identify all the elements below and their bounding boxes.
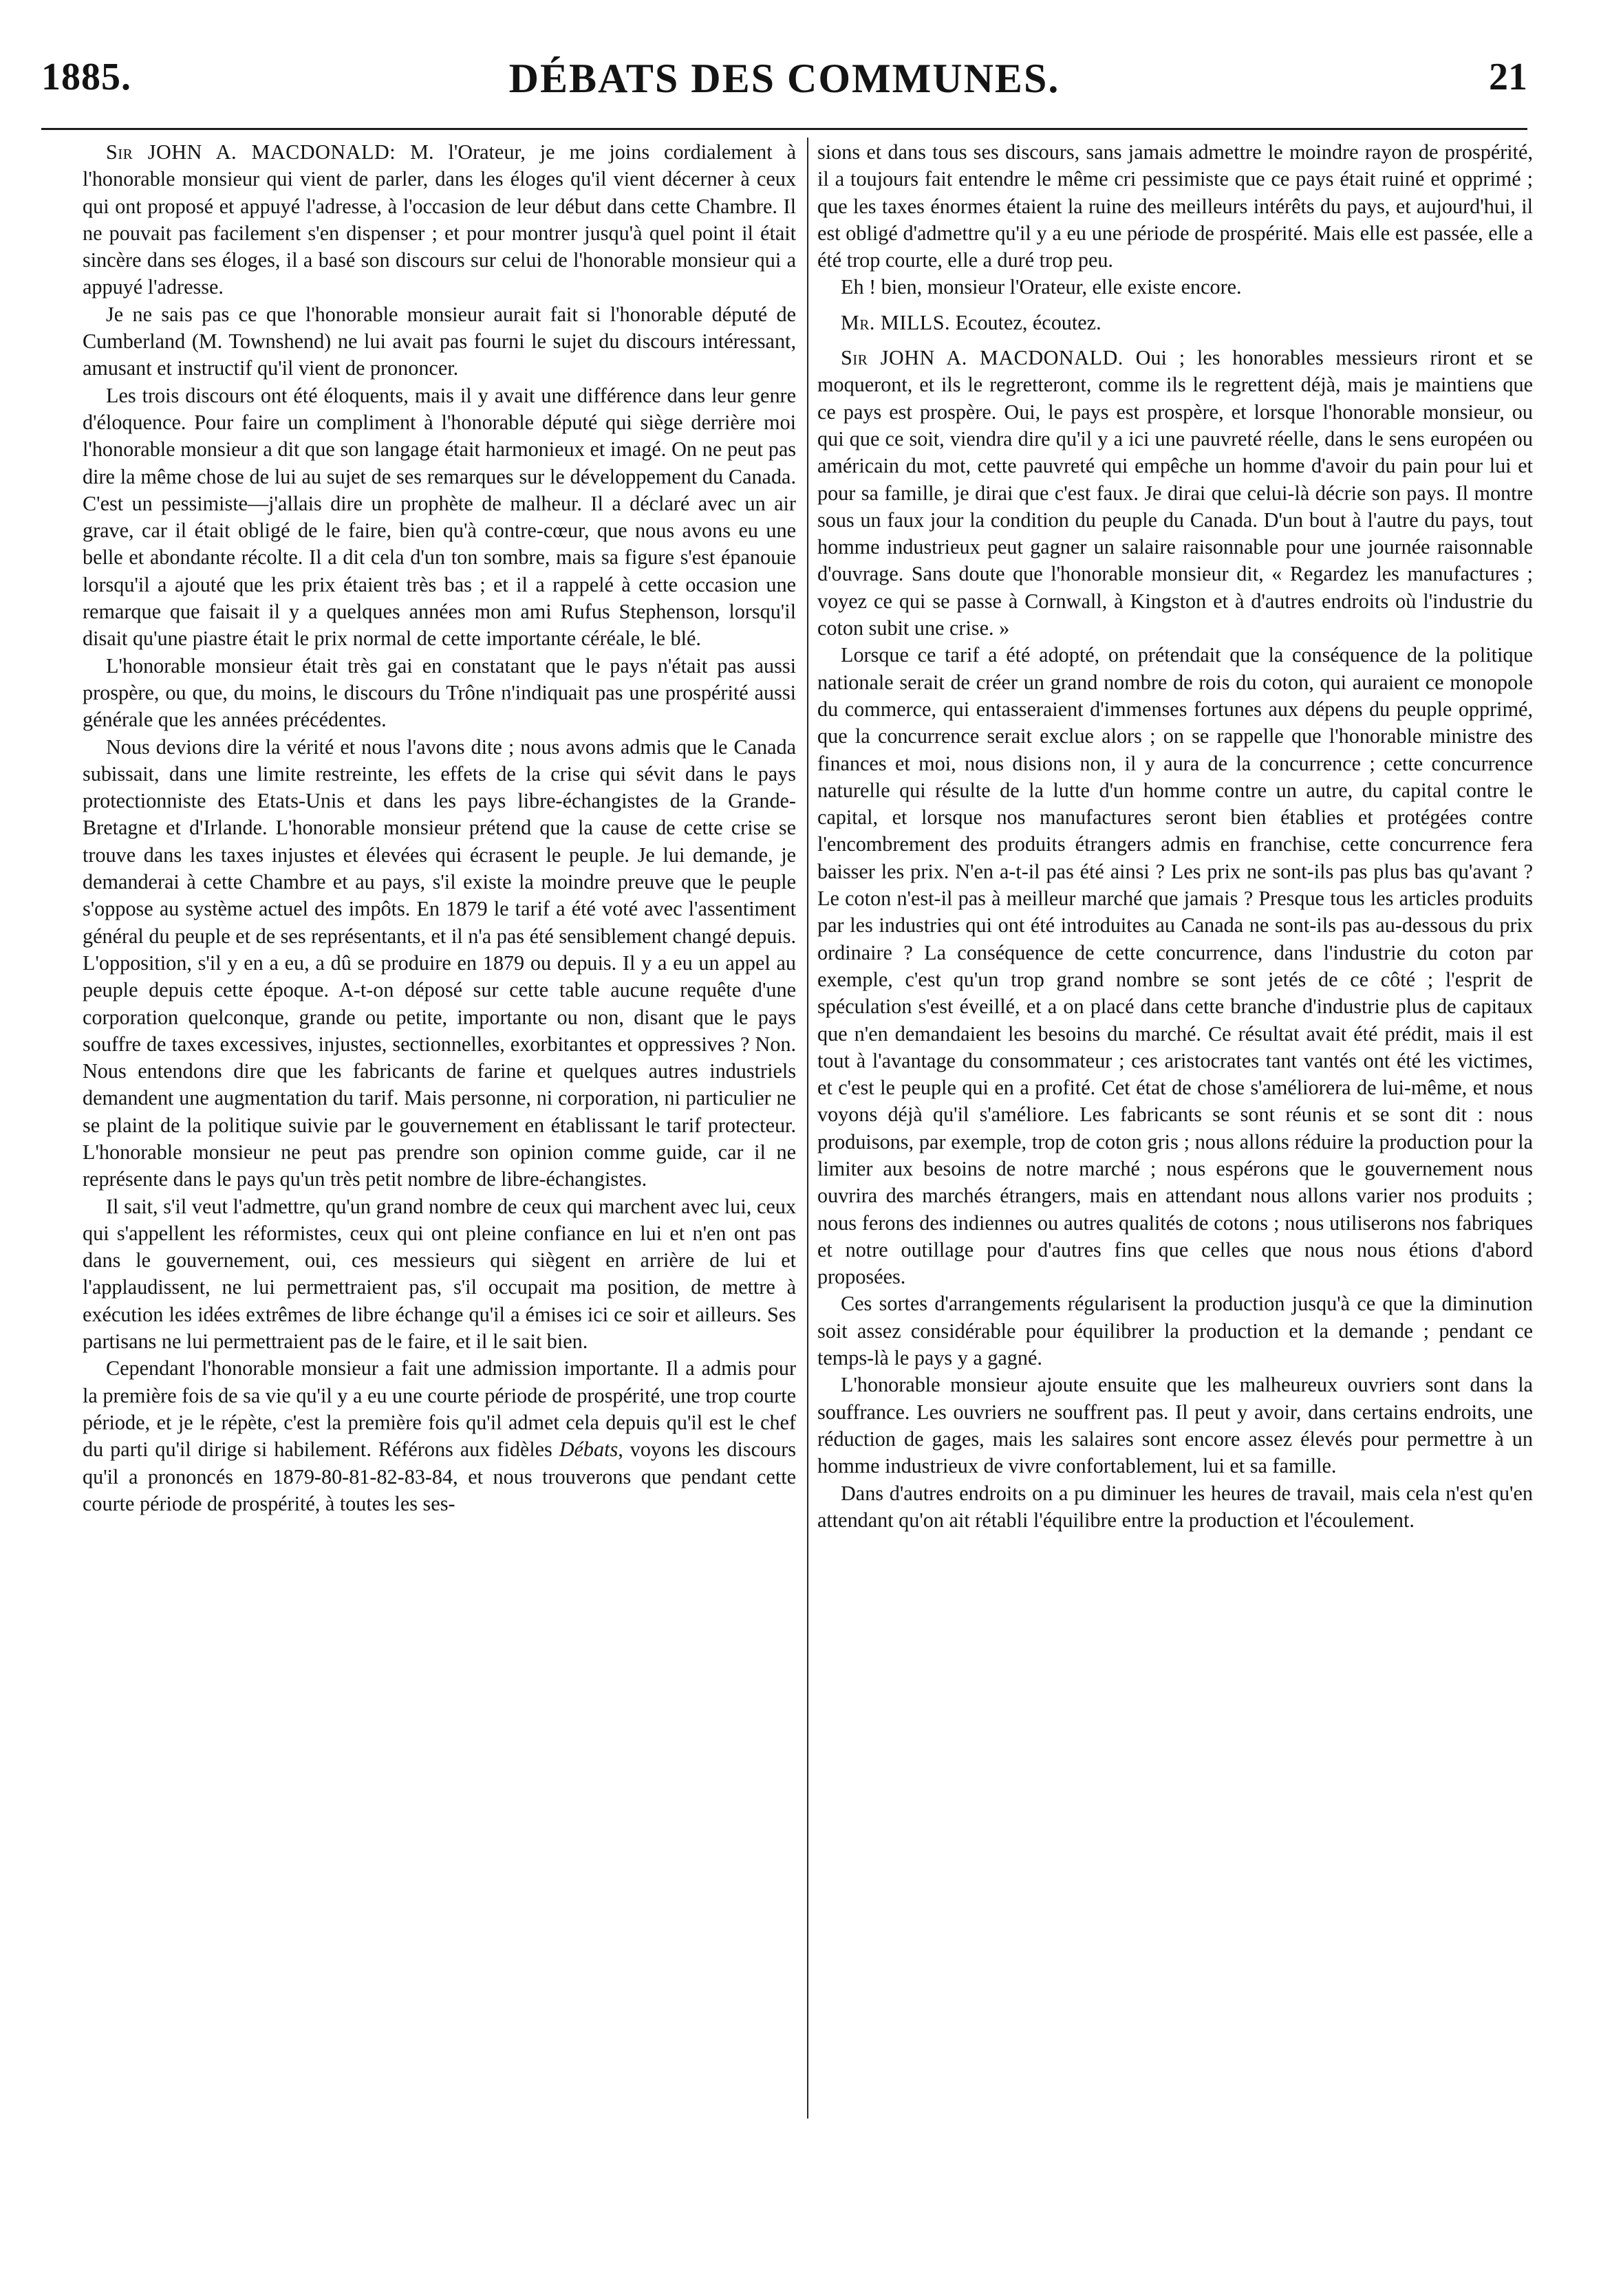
paragraph-text: , voyons les discours qu'il a prononcés en 1879-80-81-82-83-84, et nous trouverons que pendant cette courte période de prospérité, à toutes les ses- [83,1438,796,1515]
paragraph [817,345,1533,642]
paragraph-text: Oui ; les honorables messieurs riront et se moqueront, et ils le regretteront, comme ils le regrettent déjà, mais je maintiens que ce pays est prospère. Oui, le pays est prospère, et lorsque l'honorable monsieur, ou qui que ce soit, viendra dire qu'il y a ici une pauvreté réelle, dans le sens européen ou américain du mot, cette pauvreté qui empêche un homme d'avoir du pain pour lui et pour sa famille, je dirai que c'est faux. Je dirai que celui-là décrie son pays. Il montre sous un faux jour la condition du peuple du Canada. D'un bout à l'autre du pays, tout homme industrieux peut gagner un salaire raisonnable pour une journée raisonnable d'ouvrage. Sans doute que l'honorable monsieur dit, « Regardez les manufactures ; voyez ce qui se passe à Cornwall, à Kingston et à d'autres endroits où l'industrie du coton subit une crise. » [817,346,1533,640]
speaker-name: Sir JOHN A. MACDONALD. [841,346,1124,370]
paragraph [83,1355,796,1517]
page-header [41,55,1527,117]
page-year: 1885. [41,56,131,98]
column-divider [807,138,808,2119]
paragraph [83,139,796,301]
right-column [817,139,1533,1534]
paragraph: Nous devions dire la vérité et nous l'avons dite ; nous avons admis que le Canada subissait, dans une limite restreinte, les effets de la crise qui sévit dans le pays protectionniste des Etats-Unis et dans les pays libre-échangistes de la Grande-Bretagne et d'Irlande. L'honorable monsieur prétend que la cause de cette crise se trouve dans les taxes injustes et élevées qui écrasent le peuple. Je lui demande, je demanderai à cette Chambre et au pays, s'il existe la moindre preuve que le peuple s'oppose au système actuel des impôts. En 1879 le tarif a été voté avec l'assentiment général du peuple et de ses représentants, et il n'a pas été sensiblement changé depuis. L'opposition, s'il y en a eu, a dû se produire en 1879 ou depuis. Il y a eu un appel au peuple depuis cette époque. A-t-on déposé sur cette table aucune requête d'une corporation quelconque, grande ou petite, importante ou non, disant que le pays souffre de taxes excessives, injustes, sectionnelles, exorbitantes et oppressives ? Non. Nous entendons dire que les fabricants de farine et quelques autres industriels demandent une augmentation du tarif. Mais personne, ni corporation, ni particulier ne se plaint de la politique suivie par le gouvernement en établissant le tarif protecteur. L'honorable monsieur ne peut pas prendre son opinion comme guide, car il ne représente dans le pays qu'un très petit nombre de libre-échangistes. [83,735,796,1191]
paragraph: Dans d'autres endroits on a pu diminuer les heures de travail, mais cela n'est qu'en attendant qu'on ait rétabli l'équilibre entre la production et l'écoulement. [817,1481,1533,1532]
italic-title: Débats [559,1438,619,1462]
paragraph: Il sait, s'il veut l'admettre, qu'un grand nombre de ceux qui marchent avec lui, ceux qui s'appellent les réformistes, ceux qui ont pleine confiance en lui et n'en ont pas dans le gouvernement, oui, ces messieurs qui siègent en arrière de lui et l'applaudissent, ne lui permettraient pas, s'il occupait ma position, de mettre à exécution les idées extrêmes de libre échange qu'il a émises ici ce soir et ailleurs. Ses partisans ne lui permettraient pas de le faire, et il le sait bien. [83,1194,796,1354]
paragraph: Ces sortes d'arrangements régularisent la production jusqu'à ce que la diminution soit assez considérable pour équilibrer la production et la demande ; pendant ce temps-là le pays y a gagné. [817,1292,1533,1370]
page-number: 21 [1489,56,1527,98]
paragraph-text: Ecoutez, écoutez. [950,310,1101,334]
paragraph: Je ne sais pas ce que l'honorable monsieur aurait fait si l'honorable député de Cumberland (M. Townshend) ne lui avait pas fourni le sujet du discours intéressant, amusant et instructif qu'il vient de prononcer. [83,302,796,380]
paragraph-text: Cependant l'honorable monsieur a fait une admission importante. Il a admis pour la première fois de sa vie qu'il y a eu une courte période de prospérité, une trop courte période, et je le répète, c'est la première fois qu'il admet cela depuis qu'il est le chef du parti qu'il dirige si habilement. Référons aux fidèles [83,1356,796,1462]
paragraph: Eh ! bien, monsieur l'Orateur, elle existe encore. [841,275,1242,299]
paragraph: L'honorable monsieur était très gai en constatant que le pays n'était pas aussi prospère, ou que, du moins, le discours du Trône n'indiquait pas une prospérité aussi générale que les années précédentes. [83,653,796,732]
paragraph: Les trois discours ont été éloquents, mais il y avait une différence dans leur genre d'éloquence. Pour faire un compliment à l'honorable député qui siège derrière moi l'honorable monsieur a dit que son langage était harmonieux et imagé. On ne peut pas dire la même chose de lui au sujet de ses remarques sur le développement du Canada. C'est un pessimiste—j'allais dire un prophète de malheur. Il a déclaré avec un air grave, car il était obligé de le faire, bien qu'à contre-cœur, que nous avons eu une belle et abondante récolte. Il a dit cela d'un ton sombre, mais sa figure s'est épanouie lorsqu'il a ajouté que les prix étaient très bas ; et il a rappelé à cette occasion une remarque que faisait il y a quelques années mon ami Rufus Stephenson, lorsqu'il disait qu'une piastre était le prix normal de cette importante céréale, le blé. [83,383,796,651]
header-rule [41,128,1527,130]
left-column [83,139,796,1517]
paragraph: L'honorable monsieur ajoute ensuite que les malheureux ouvriers sont dans la souffrance. Les ouvriers ne souffrent pas. Il peut y avoir, dans certains endroits, une réduction de gages, mais les salaires sont encore assez élevés pour permettre à un homme industrieux de vivre confortablement, lui et sa famille. [817,1373,1533,1478]
speaker-name: Mr. MILLS. [841,310,951,334]
paragraph [817,310,1533,336]
paragraph: Lorsque ce tarif a été adopté, on prétendait que la conséquence de la politique nationale serait de créer un grand nombre de rois du coton, qui auraient ce monopole du commerce, qui entasseraient d'immenses fortunes aux dépens du peuple opprimé, que la concurrence serait exclue alors ; on se rappelle que l'honorable ministre des finances et moi, nous disions non, il y aura de la concurrence ; cette concurrence naturelle qui résulte de la lutte d'un homme contre un autre, du capital contre le capital, et lorsque nos manufactures seront bien établies et protégées contre l'encombrement des produits étrangers admis en franchise, cette concurrence fera baisser les prix. N'en a-t-il pas été ainsi ? Les prix ne sont-ils pas plus bas qu'avant ? Le coton n'est-il pas à meilleur marché que jamais ? Presque tous les articles produits par les industries qui ont été introduites au Canada ne sont-ils pas au-dessous du prix ordinaire ? La conséquence de cette concurrence, dans l'industrie du coton par exemple, c'est qu'un trop grand nombre se sont jetés de ce côté ; l'esprit de spéculation s'est éveillé, et a on placé dans cette branche d'industrie plus de capitaux que n'en demandaient les besoins du marché. Ce résultat avait été prédit, mais il est tout à l'avantage du consommateur ; ces aristocrates tant vantés ont été les victimes, et c'est le peuple qui en a profité. Cet état de chose s'améliorera de lui-même, et nous voyons déjà qu'il s'améliore. Les fabricants se sont réunis et se sont dit : nous produisons, par exemple, trop de coton gris ; nous allons réduire la production pour la limiter aux besoins de notre marché ; nous espérons que le gouvernement nous ouvrira des marchés étrangers, mais en attendant nous allons varier nos produits ; nous ferons des indiennes ou autres qualités de cotons ; nous utiliserons nos fabriques et notre outillage pour d'autres fins que celles que nous nous étions d'abord proposées. [817,643,1533,1289]
paragraph-text: M. l'Orateur, je me joins cordialement à l'honorable monsieur qui vient de parler, dans les éloges qu'il vient décerner à ceux qui ont proposé et appuyé l'adresse, à l'occasion de leur début dans cette Chambre. Il ne pouvait pas facilement s'en dispenser ; et pour montrer jusqu'à quel point il était sincère dans ses éloges, il a basé son discours sur celui de l'honorable monsieur qui a appuyé l'adresse. [83,140,796,299]
paragraph: sions et dans tous ses discours, sans jamais admettre le moindre rayon de prospérité, il a toujours fait entendre le même cri pessimiste que ce pays était ruiné et opprimé ; que les taxes énormes étaient la ruine des meilleurs intérêts du pays, et aujourd'hui, il est obligé d'admettre qu'il y a eu une période de prospérité. Mais elle est passée, elle a été trop courte, elle a duré trop peu. [817,140,1533,272]
speaker-name: Sir JOHN A. MACDONALD: [106,140,396,164]
page-title: DÉBATS DES COMMUNES. [508,56,1060,101]
